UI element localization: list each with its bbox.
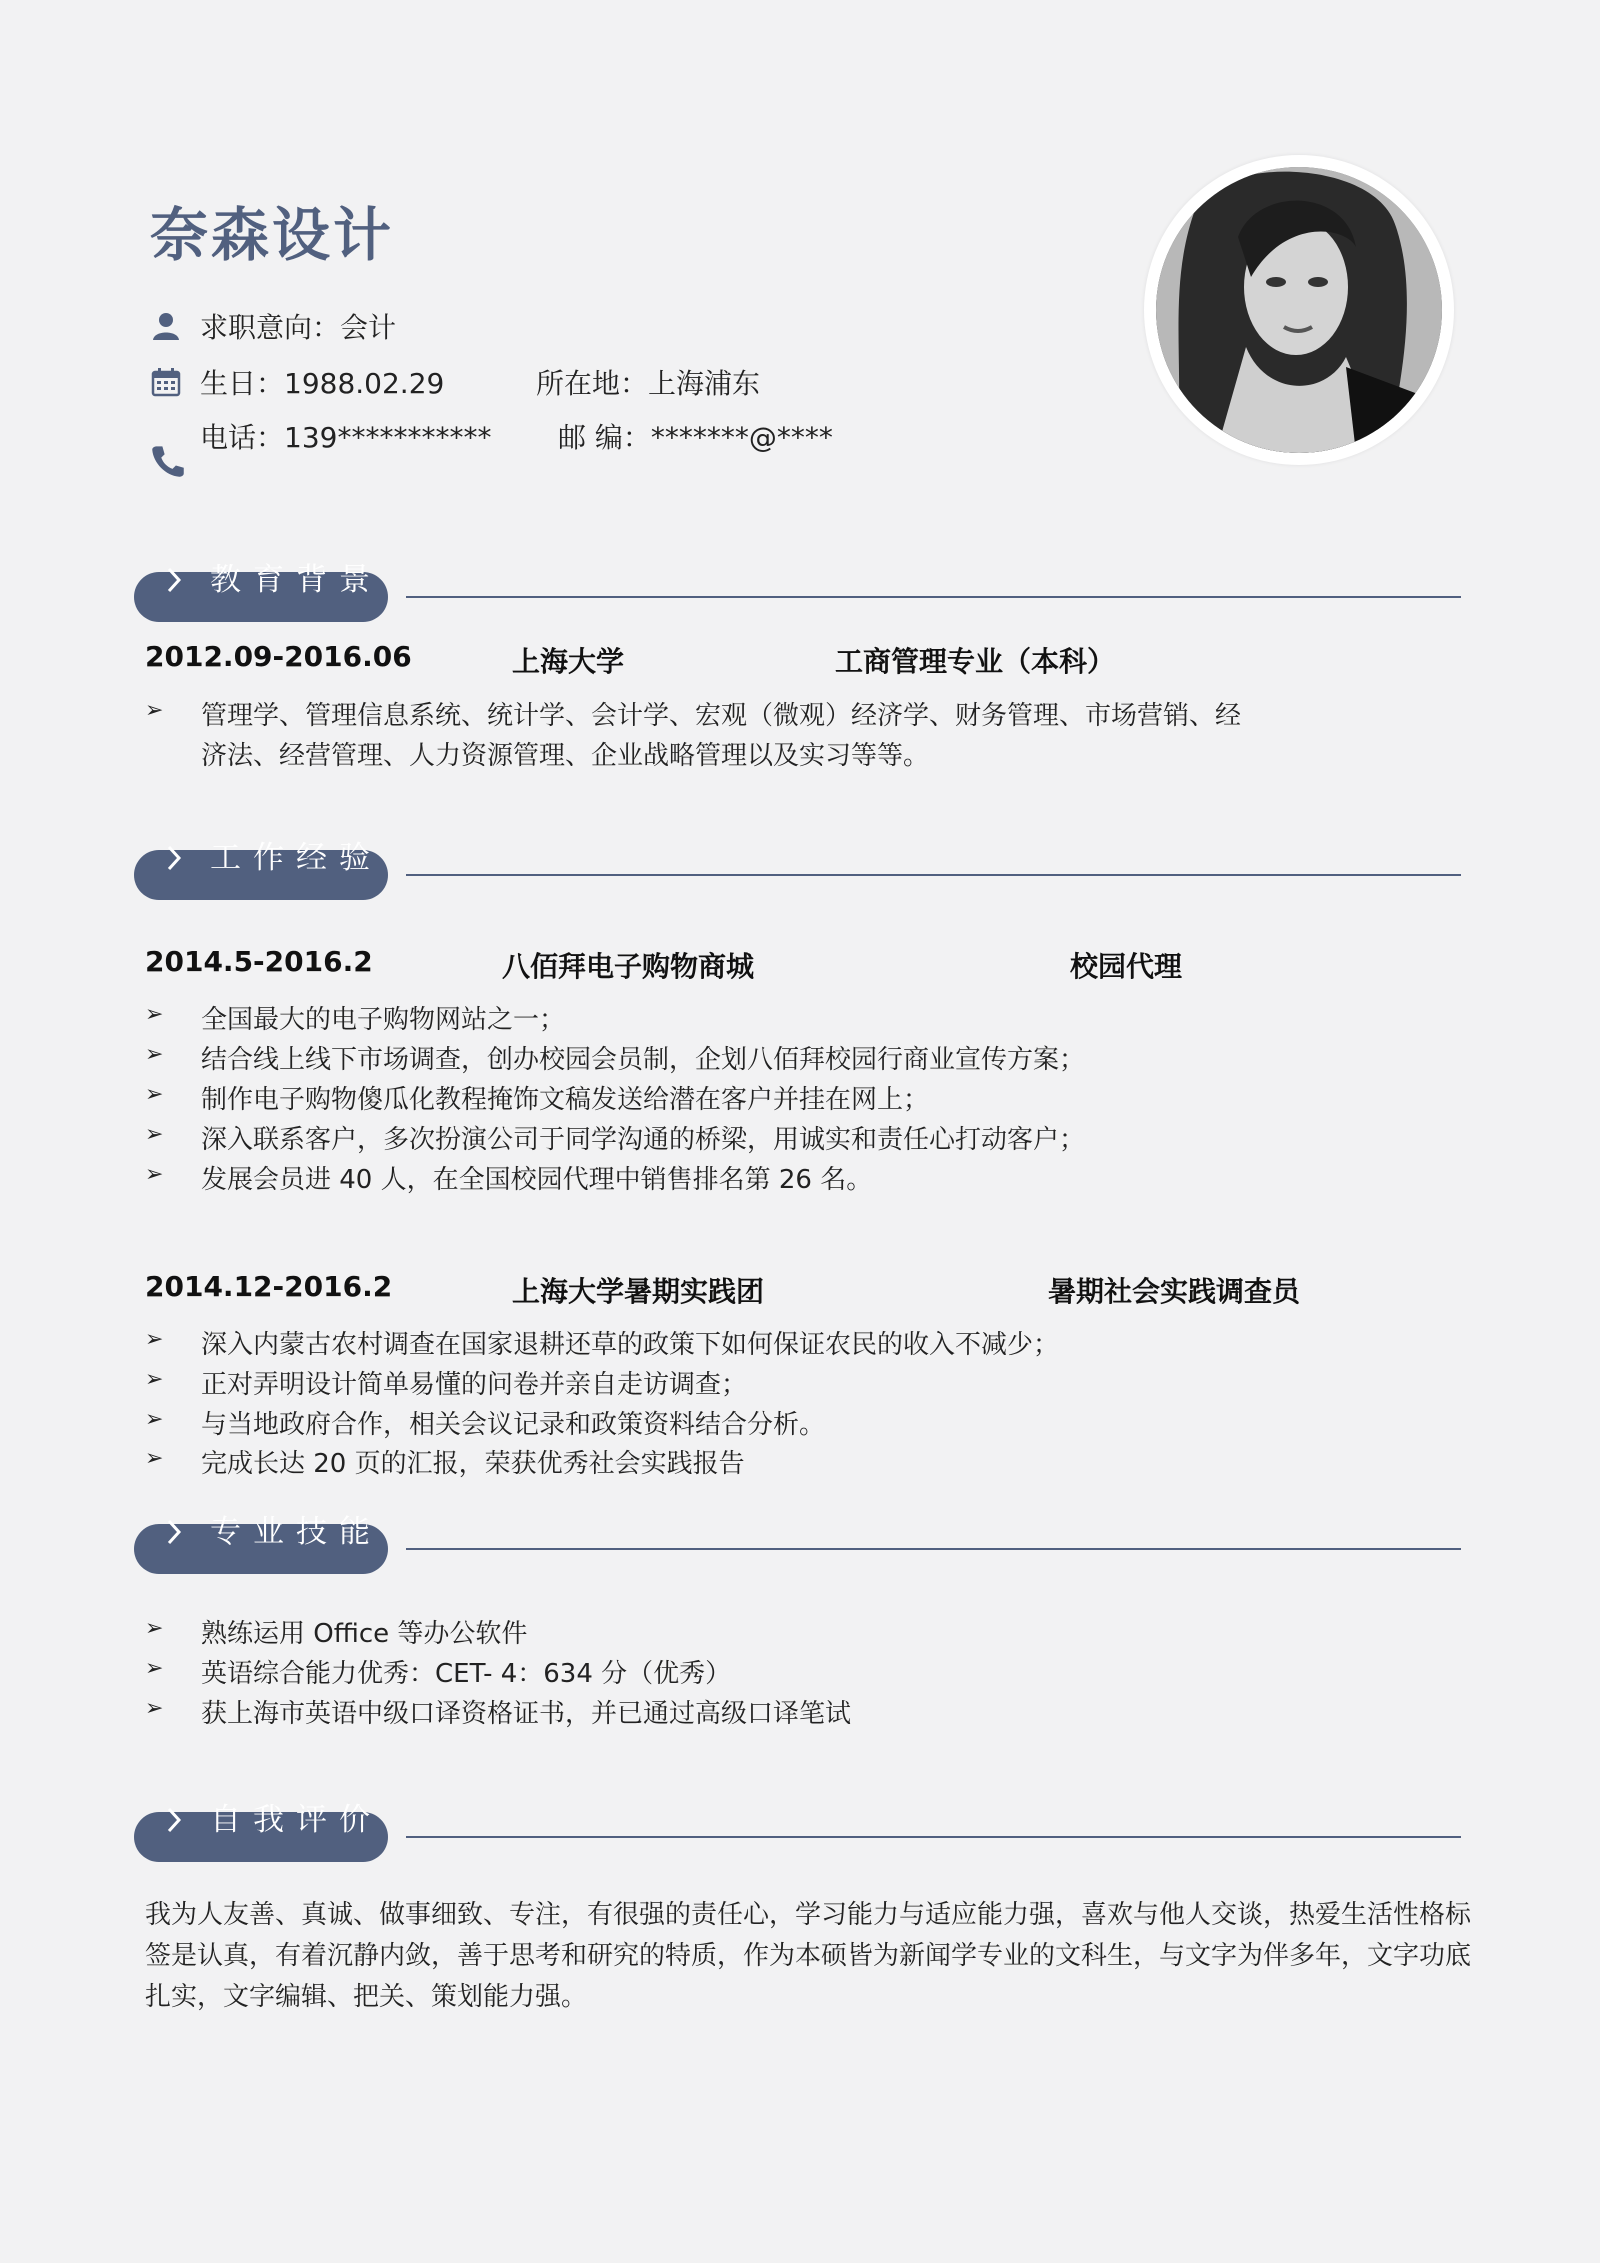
section-divider bbox=[406, 1548, 1461, 1550]
birthday: 生日：1988.02.29 bbox=[200, 367, 445, 400]
section-skills-header bbox=[134, 1514, 1459, 1578]
skill-bullet: 获上海市英语中级口译资格证书，并已通过高级口译笔试 bbox=[201, 1699, 852, 1729]
job1-bullet: 发展会员进 40 人，在全国校园代理中销售排名第 26 名。 bbox=[201, 1165, 873, 1195]
job-intent-row bbox=[150, 306, 396, 346]
arrow-bullet-icon: ➢ bbox=[145, 1042, 164, 1067]
list-item bbox=[145, 1654, 731, 1694]
job2-role: 暑期社会实践调查员 bbox=[1048, 1275, 1301, 1308]
chevron-right-icon bbox=[164, 566, 184, 594]
education-courses: 管理学、管理信息系统、统计学、会计学、宏观（微观）经济学、财务管理、市场营销、经 济法、经营管理、人力资源管理、企业战略管理以及实习等等。 bbox=[201, 701, 1242, 771]
person-icon bbox=[150, 310, 182, 342]
section-divider bbox=[406, 1836, 1461, 1838]
skill-bullet: 熟练运用 Office 等办公软件 bbox=[201, 1619, 528, 1649]
arrow-bullet-icon: ➢ bbox=[145, 1407, 164, 1432]
avatar bbox=[1156, 167, 1442, 453]
education-school: 上海大学 bbox=[512, 645, 625, 678]
arrow-bullet-icon: ➢ bbox=[145, 1367, 164, 1392]
section-work-header bbox=[134, 840, 1459, 904]
arrow-bullet-icon: ➢ bbox=[145, 698, 164, 723]
email: 邮 编：*******@**** bbox=[558, 421, 833, 454]
list-item bbox=[145, 1365, 747, 1405]
skill-bullet: 英语综合能力优秀：CET- 4：634 分（优秀） bbox=[201, 1659, 732, 1689]
job1-date: 2014.5-2016.2 bbox=[145, 945, 373, 978]
arrow-bullet-icon: ➢ bbox=[145, 1122, 164, 1147]
section-education-header bbox=[134, 562, 1459, 626]
section-work-title: 工作经验 bbox=[210, 840, 382, 876]
birthday-row bbox=[150, 362, 761, 402]
list-item bbox=[145, 1694, 851, 1734]
section-self-title: 自我评价 bbox=[210, 1802, 382, 1838]
arrow-bullet-icon: ➢ bbox=[145, 1082, 164, 1107]
list-item bbox=[145, 1325, 1059, 1365]
arrow-bullet-icon: ➢ bbox=[145, 1656, 164, 1681]
job1-bullet: 结合线上线下市场调查，创办校园会员制，企划八佰拜校园行商业宣传方案； bbox=[201, 1045, 1086, 1075]
job-intent: 求职意向：会计 bbox=[200, 311, 397, 344]
job2-bullet: 完成长达 20 页的汇报，荣获优秀社会实践报告 bbox=[201, 1449, 745, 1479]
section-education-title: 教育背景 bbox=[210, 562, 382, 598]
arrow-bullet-icon: ➢ bbox=[145, 1162, 164, 1187]
job1-bullet: 深入联系客户，多次扮演公司于同学沟通的桥梁，用诚实和责任心打动客户； bbox=[201, 1125, 1086, 1155]
list-item bbox=[145, 1040, 1085, 1080]
phone-icon bbox=[150, 443, 186, 479]
chevron-right-icon bbox=[164, 844, 184, 872]
education-date: 2012.09-2016.06 bbox=[145, 640, 412, 673]
section-divider bbox=[406, 874, 1461, 876]
list-item bbox=[145, 1614, 527, 1654]
phone: 电话：139*********** bbox=[200, 421, 492, 454]
job2-bullet: 深入内蒙古农村调查在国家退耕还草的政策下如何保证农民的收入不减少； bbox=[201, 1330, 1060, 1360]
contact-row bbox=[150, 416, 833, 456]
section-skills-title: 专业技能 bbox=[210, 1514, 382, 1550]
self-evaluation-text: 我为人友善、真诚、做事细致、专注，有很强的责任心，学习能力与适应能力强，喜欢与他人交谈，热爱生活性格标签是认真，有着沉静内敛，善于思考和研究的特质，作为本硕皆为新闻学专业的文科生，与文字为伴多年，文字功底扎实，文字编辑、把关、策划能力强。 bbox=[145, 1900, 1472, 2012]
list-item bbox=[145, 1405, 825, 1445]
avatar-frame bbox=[1144, 155, 1454, 465]
list-item bbox=[145, 1000, 565, 1040]
job1-role: 校园代理 bbox=[1070, 950, 1183, 983]
list-item bbox=[145, 1444, 745, 1484]
job1-org: 八佰拜电子购物商城 bbox=[502, 950, 755, 983]
portrait-image bbox=[1156, 167, 1442, 453]
list-item bbox=[145, 1160, 872, 1200]
chevron-right-icon bbox=[164, 1518, 184, 1546]
job2-bullet: 与当地政府合作，相关会议记录和政策资料结合分析。 bbox=[201, 1410, 826, 1440]
list-item bbox=[145, 1120, 1085, 1160]
list-item bbox=[145, 696, 1241, 776]
list-item bbox=[145, 1080, 929, 1120]
education-major: 工商管理专业（本科） bbox=[835, 645, 1116, 678]
location: 所在地：上海浦东 bbox=[536, 367, 761, 400]
arrow-bullet-icon: ➢ bbox=[145, 1616, 164, 1641]
job2-org: 上海大学暑期实践团 bbox=[512, 1275, 765, 1308]
job1-bullet: 制作电子购物傻瓜化教程掩饰文稿发送给潜在客户并挂在网上； bbox=[201, 1085, 930, 1115]
arrow-bullet-icon: ➢ bbox=[145, 1446, 164, 1471]
section-divider bbox=[406, 596, 1461, 598]
section-self-header bbox=[134, 1802, 1459, 1866]
job2-bullet: 正对弄明设计简单易懂的问卷并亲自走访调查； bbox=[201, 1370, 748, 1400]
job1-bullet: 全国最大的电子购物网站之一； bbox=[201, 1005, 566, 1035]
chevron-right-icon bbox=[164, 1806, 184, 1834]
resume-name: 奈森设计 bbox=[150, 201, 395, 269]
job2-date: 2014.12-2016.2 bbox=[145, 1270, 393, 1303]
arrow-bullet-icon: ➢ bbox=[145, 1696, 164, 1721]
arrow-bullet-icon: ➢ bbox=[145, 1002, 164, 1027]
arrow-bullet-icon: ➢ bbox=[145, 1327, 164, 1352]
calendar-icon bbox=[150, 366, 182, 398]
